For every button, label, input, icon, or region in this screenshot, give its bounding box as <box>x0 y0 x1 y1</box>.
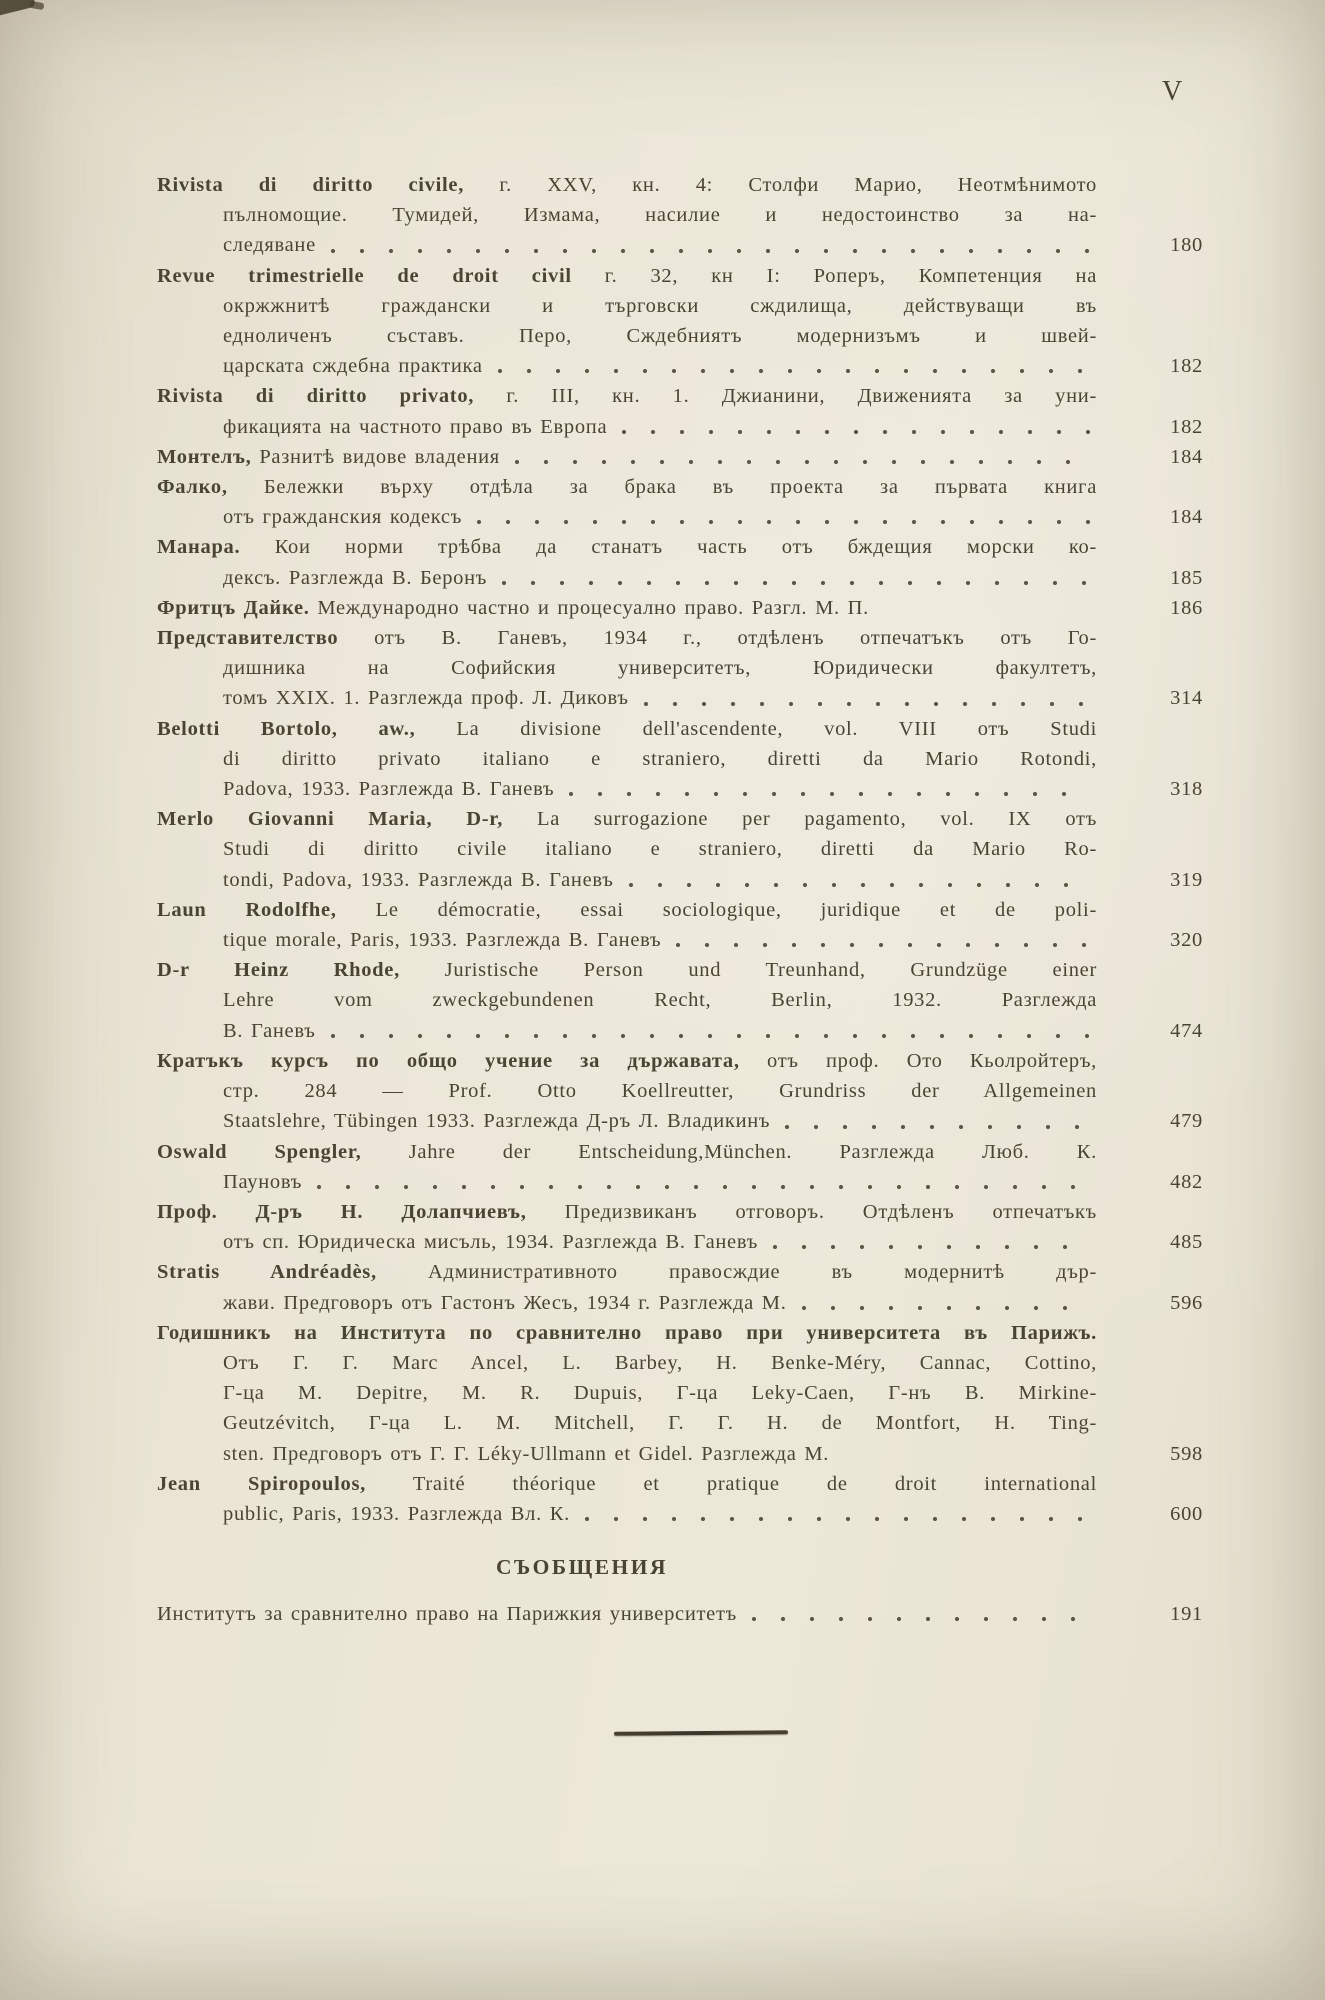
entry-text: Институтъ за сравнително право на Парижкия университетъ <box>157 1603 737 1626</box>
page-number: 320 <box>1170 929 1203 952</box>
entry-text: Jahre der Entscheidung,München. Разглежда Люб. К. <box>361 1140 1097 1163</box>
toc-line <box>157 532 1097 562</box>
entry-text: public, Paris, 1933. Разглежда Вл. К. <box>223 1502 570 1525</box>
entry-text: Бележки върху отдѣла за брака въ проекта за първата книга <box>227 476 1097 499</box>
page-number: 479 <box>1170 1110 1203 1133</box>
toc-line <box>157 985 1097 1015</box>
toc-line <box>157 1137 1097 1167</box>
dot-leader <box>514 455 1091 467</box>
toc-line <box>157 1599 1219 1629</box>
dot-leader <box>643 697 1091 709</box>
entry-head: Представителство <box>157 627 339 650</box>
page-number: 319 <box>1170 868 1203 891</box>
entry-text: Geutzévitch, Г-ца L. M. Mitchell, Г. Г. H. de Montfort, H. Ting- <box>223 1412 1097 1435</box>
page-number: 485 <box>1170 1231 1203 1254</box>
toc-line <box>157 895 1097 925</box>
entry-text: di diritto privato italiano e straniero, diretti da Mario Rotondi, <box>223 747 1097 770</box>
page-number: 180 <box>1170 234 1203 257</box>
toc-line <box>157 925 1219 955</box>
dot-leader <box>568 787 1091 799</box>
toc-line <box>157 834 1097 864</box>
toc-list <box>157 170 1219 1529</box>
toc-line <box>157 1076 1097 1106</box>
entry-text: г. XXV, кн. 4: Столфи Марио, Неотмѣнимото <box>464 174 1097 196</box>
entry-text: следяване <box>223 234 316 257</box>
toc-line <box>157 472 1097 502</box>
entry-head: Jean Spiropoulos, <box>157 1472 367 1495</box>
entry-text: отъ В. Ганевъ, 1934 г., отдѣленъ отпечатъкъ отъ Го- <box>338 627 1097 650</box>
dot-leader <box>801 1301 1091 1313</box>
toc-line <box>157 1016 1219 1046</box>
entry-head: Rivista di diritto civile, <box>157 174 465 196</box>
entry-text: отъ проф. Ото Кьолройтеръ, <box>739 1049 1097 1072</box>
toc-line <box>157 623 1097 653</box>
dot-leader <box>784 1120 1091 1132</box>
dot-leader <box>584 1512 1091 1524</box>
toc-line <box>157 381 1097 411</box>
dot-leader <box>316 1180 1091 1192</box>
toc-line <box>157 502 1219 532</box>
entry-head: Годишникъ на Института по сравнително право при университета въ Парижъ. <box>157 1321 1097 1344</box>
entry-text: Предизвиканъ отговоръ. Отдѣленъ отпечатъкъ <box>526 1200 1097 1223</box>
dot-leader <box>330 244 1091 256</box>
toc-line <box>157 955 1097 985</box>
entry-text: окржжнитѣ граждански и търговски сждилища, действуващи въ <box>223 294 1097 317</box>
page-number: 600 <box>1170 1502 1203 1525</box>
dot-leader <box>675 938 1091 950</box>
entry-text: В. Ганевъ <box>223 1019 316 1042</box>
page-number: 596 <box>1170 1291 1203 1314</box>
dot-leader <box>772 1240 1091 1252</box>
page-number: 182 <box>1170 415 1203 438</box>
dot-leader <box>501 576 1091 588</box>
entry-text: sten. Предговоръ отъ Г. Г. Léky-Ullmann et Gidel. Разглежда М. <box>223 1442 830 1465</box>
page-number: 184 <box>1170 506 1203 529</box>
toc-line <box>157 1348 1097 1378</box>
entry-head: Laun Rodolfhe, <box>157 898 337 921</box>
entry-text: фикацията на частното право въ Европа <box>223 415 608 438</box>
toc-line <box>157 200 1097 230</box>
entry-text: Juristische Person und Treunhand, Grundzüge einer <box>399 959 1097 982</box>
entry-text: г. III, кн. 1. Джианини, Движенията за уни- <box>474 385 1097 408</box>
entry-head: Фритцъ Дайке. <box>157 596 310 619</box>
entry-text: дишника на Софийския университетъ, Юридически факултетъ, <box>223 657 1097 680</box>
toc-line <box>157 1318 1097 1348</box>
page-number: 182 <box>1170 355 1203 378</box>
entry-head: Манара. <box>157 536 241 559</box>
toc-line <box>157 1439 1219 1469</box>
dot-leader <box>751 1612 1091 1624</box>
dot-leader <box>497 364 1091 376</box>
entry-text: едноличенъ съставъ. Перо, Сждебниятъ модернизъмъ и швей- <box>223 325 1097 348</box>
entry-text: отъ сп. Юридическа мисъль, 1934. Разглежда В. Ганевъ <box>223 1231 759 1254</box>
end-rule <box>614 1730 788 1736</box>
entry-text: пълномощие. Тумидей, Измама, насилие и недостоинство за на- <box>223 204 1097 227</box>
toc-line <box>157 744 1097 774</box>
toc-line <box>157 653 1097 683</box>
toc-line <box>157 1288 1219 1318</box>
entry-text: томъ XXIX. 1. Разглежда проф. Л. Диковъ <box>223 687 629 710</box>
toc-line <box>157 563 1219 593</box>
entry-text: Разнитѣ видове владения <box>251 445 500 468</box>
toc-line <box>157 1469 1097 1499</box>
entry-text: Г-ца М. Depitre, M. R. Dupuis, Г-ца Leky-Caen, Г-нъ В. Mirkine- <box>223 1382 1097 1405</box>
entry-text: царската сждебна практика <box>223 355 483 378</box>
entry-head: Belotti Bortolo, aw., <box>157 717 416 740</box>
toc-line <box>157 170 1097 200</box>
page-folio-number: V <box>1162 76 1184 107</box>
communications-list <box>157 1599 1219 1629</box>
section-heading: СЪОБЩЕНИЯ <box>495 1555 669 1580</box>
entry-head: D-r Heinz Rhode, <box>157 959 400 982</box>
entry-head: Фалко, <box>157 476 228 499</box>
entry-text: дексъ. Разглежда В. Беронъ <box>223 566 488 589</box>
entry-head: Rivista di diritto privato, <box>157 385 475 408</box>
entry-text: Staatslehre, Tübingen 1933. Разглежда Д-ръ Л. Владикинъ <box>223 1110 771 1133</box>
toc-line <box>157 1197 1097 1227</box>
toc-line <box>157 1257 1097 1287</box>
scan-corner-speck <box>29 1 44 10</box>
entry-text: Studi di diritto civile italiano e straniero, diretti da Mario Ro- <box>223 838 1097 861</box>
page-number: 191 <box>1170 1603 1203 1626</box>
toc-line <box>157 261 1097 291</box>
entry-head: Stratis Andréadès, <box>157 1261 377 1284</box>
entry-text: жави. Предговоръ отъ Гастонъ Жесъ, 1934 г. Разглежда М. <box>223 1291 787 1314</box>
page-number: 598 <box>1170 1442 1203 1465</box>
dot-leader <box>628 878 1091 890</box>
entry-text: стр. 284 — Prof. Otto Koellreutter, Grundriss der Allgemeinen <box>223 1080 1097 1103</box>
toc-line <box>157 714 1097 744</box>
toc-line <box>157 1378 1097 1408</box>
toc-line <box>157 1167 1219 1197</box>
entry-text: Отъ Г. Г. Marc Ancel, L. Barbey, H. Benke-Méry, Cannac, Cottino, <box>223 1351 1097 1374</box>
toc-line <box>157 230 1219 260</box>
toc-line <box>157 351 1219 381</box>
entry-head: Кратъкъ курсъ по общо учение за държавата, <box>157 1049 740 1072</box>
entry-text: Пауновъ <box>223 1170 303 1193</box>
table-of-contents <box>157 170 1219 1629</box>
dot-leader <box>330 1029 1091 1041</box>
entry-text: tique morale, Paris, 1933. Разглежда В. Ганевъ <box>223 929 662 952</box>
entry-text: Le démocratie, essai sociologique, juridique et de poli- <box>336 898 1097 921</box>
entry-text: Lehre vom zweckgebundenen Recht, Berlin, 1932. Разглежда <box>223 989 1097 1012</box>
entry-text: tondi, Padova, 1933. Разглежда В. Ганевъ <box>223 868 614 891</box>
entry-text: Traité théorique et pratique de droit international <box>366 1472 1097 1495</box>
entry-text: Padova, 1933. Разглежда В. Ганевъ <box>223 778 555 801</box>
toc-line <box>157 865 1219 895</box>
entry-text: Административното правосждие въ модернитѣ дър- <box>376 1261 1098 1284</box>
entry-head: Revue trimestrielle de droit civil <box>157 264 572 287</box>
entry-head: Монтелъ, <box>157 445 252 468</box>
entry-text: Кои норми трѣбва да станатъ часть отъ бждещия морски ко- <box>240 536 1097 559</box>
dot-leader <box>621 425 1091 437</box>
page-number: 474 <box>1170 1019 1203 1042</box>
entry-text: г. 32, кн I: Роперъ, Компетенция на <box>571 264 1097 287</box>
toc-line <box>157 1106 1219 1136</box>
page-number: 185 <box>1170 566 1203 589</box>
entry-text: Международно частно и процесуално право. Разгл. М. П. <box>309 596 869 619</box>
page-number: 318 <box>1170 778 1203 801</box>
entry-text: La divisione dell'ascendente, vol. VIII отъ Studi <box>415 717 1098 740</box>
page-number: 186 <box>1170 596 1203 619</box>
toc-line <box>157 442 1219 472</box>
page-number: 184 <box>1170 445 1203 468</box>
entry-head: Merlo Giovanni Maria, D-r, <box>157 808 504 831</box>
toc-line <box>157 412 1219 442</box>
toc-line <box>157 1046 1097 1076</box>
entry-head: Oswald Spengler, <box>157 1140 362 1163</box>
toc-line <box>157 1499 1219 1529</box>
dot-leader <box>476 515 1091 527</box>
page-number: 314 <box>1170 687 1203 710</box>
toc-line <box>157 774 1219 804</box>
entry-text: отъ гражданския кодексъ <box>223 506 463 529</box>
toc-line <box>157 683 1219 713</box>
toc-line <box>157 593 1219 623</box>
entry-head: Проф. Д-ръ Н. Долапчиевъ, <box>157 1200 527 1223</box>
toc-line <box>157 291 1097 321</box>
toc-line <box>157 1408 1097 1438</box>
toc-line <box>157 321 1097 351</box>
entry-text: La surrogazione per pagamento, vol. IX отъ <box>503 808 1097 831</box>
toc-line <box>157 804 1097 834</box>
toc-line <box>157 1227 1219 1257</box>
page-number: 482 <box>1170 1170 1203 1193</box>
